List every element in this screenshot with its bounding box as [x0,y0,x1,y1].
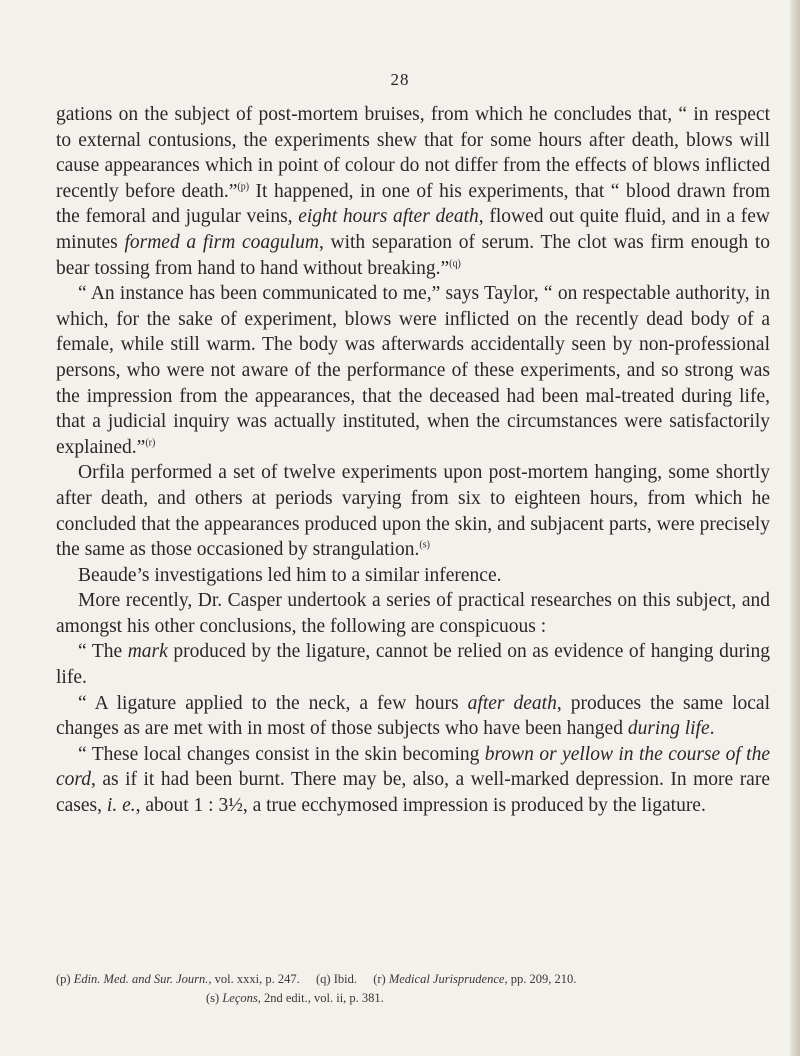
footnote-reference: (q) [449,258,461,270]
footnote-p-source: Edin. Med. and Sur. Journ. [73,972,209,986]
paragraph-text: gations on the subject of post-mortem bruises, from which he concludes that, “ in respect to external contusions, the experiments shew that for some hours after death, blows will cause appearances which in point of colour do not differ from the effects of blows inflicted recently before death.” [56,104,770,202]
footnote-s-detail: , 2nd edit., vol. ii, p. 381. [257,991,384,1005]
paragraph-text: “ These local changes consist in the skin becoming [78,743,485,765]
footnote-q-detail: Ibid. [333,972,357,986]
footnote-p-detail: , vol. xxxi, p. 247. [208,972,300,986]
paragraph [56,742,770,819]
paragraph-text: , flowed out quite fluid, and in a few minutes [56,206,770,253]
paragraph-text: , produces the same local changes as are met with in most of those subjects who have been hanged [56,692,771,740]
paragraph-text: , with separation of serum. The clot was firm enough to bear tossing from hand to hand without breaking.” [56,231,770,279]
paragraph [56,691,770,742]
paragraph-text: Beaude’s investigations led him to a similar inference. [78,564,502,586]
italic-text: i. e. [106,795,136,817]
footnote-r-detail: , pp. 209, 210. [504,972,577,986]
paragraph [56,281,770,460]
footnote-line-2 [56,989,770,1008]
footnote-line-1 [56,970,770,989]
italic-text: formed a firm coagulum [124,231,319,253]
paragraph-text: “ A ligature applied to the neck, a few hours [78,692,468,714]
footnote-r-marker: (r) [373,972,386,986]
italic-text: mark [127,641,168,663]
page-edge-shadow [790,0,800,1056]
paragraph [56,460,770,562]
paragraph [56,563,770,589]
paragraph-text: “ An instance has been communicated to me,” says Taylor, “ on respectable authority, in which, for the sake of experiment, blows were inflicted on the recently dead body of a female, while still warm. The body was afterwards accidentally seen by non-professional persons, who were not aware of the performance of these experiments, and so strong was the impression from the appearances, that the deceased had been mal-treated during life, that a judicial inquiry was actually instituted, when the circumstances were satisfactorily explained.” [56,283,770,458]
footnote-p-marker: (p) [56,972,71,986]
paragraph [56,588,770,639]
footnote-s-marker: (s) [206,991,220,1005]
body-text [56,102,770,819]
paragraph-text: “ The [78,641,128,663]
paragraph [56,102,770,281]
italic-text: brown or yellow in the course of the cord [56,743,770,791]
paragraph-text: . [709,718,715,740]
italic-text: eight hours after death [298,206,479,228]
paragraph-text: , as if it had been burnt. There may be, also, a well-marked depression. In more rare cases, [56,769,770,817]
footnotes [56,970,770,1008]
footnote-reference: (s) [419,539,430,551]
footnote-r-source: Medical Jurisprudence [388,972,505,986]
footnote-reference: (p) [237,181,250,193]
paragraph-text: , about 1 : 3½, a true ecchymosed impression is produced by the ligature. [135,795,706,817]
paragraph-text: It happened, in one of his experiments, that “ blood drawn from the femoral and jugular veins, [56,180,770,228]
italic-text: during life [627,718,710,740]
page-number: 28 [390,70,410,89]
paragraph-text: Orfila performed a set of twelve experiments upon post-mortem hanging, some shortly after death, and others at periods varying from six to eighteen hours, from which he concluded that the appearances produced upon the skin, and subjacent parts, were precisely the same as those occasioned by strangulation. [56,462,770,561]
paragraph-text: More recently, Dr. Casper undertook a series of practical researches on this subject, and amongst his other conclusions, the following are conspicuous : [56,590,770,637]
italic-text: after death [467,692,557,714]
footnote-q-marker: (q) [316,972,331,986]
footnote-reference: (r) [145,437,156,449]
paragraph-text: produced by the ligature, cannot be relied on as evidence of hanging during life. [56,641,770,689]
paragraph [56,639,770,690]
footnote-s-source: Leçons [222,991,258,1005]
